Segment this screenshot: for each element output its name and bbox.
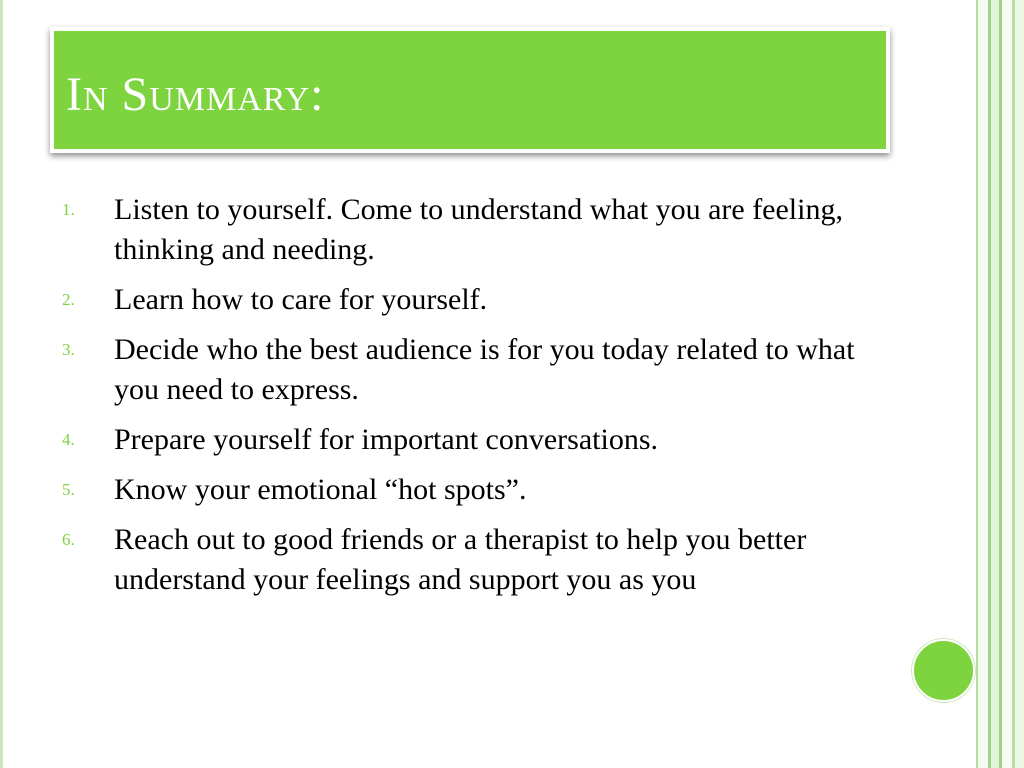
right-decorative-stripes [976,0,1024,768]
list-item [62,330,892,410]
list-item-number: 1. [62,200,75,219]
list-item-text: Listen to yourself. Come to understand what you are feeling, thinking and needing. [114,193,843,266]
list-item [62,190,892,270]
list-item [62,280,892,320]
list-item-number: 5. [62,480,75,499]
list-item-number: 3. [62,340,75,359]
list-item [62,420,892,460]
list-item-text: Decide who the best audience is for you today related to what you need to express. [114,333,855,406]
slide-title: In Summary: [66,68,325,121]
list-item-number: 4. [62,430,75,449]
summary-list [62,190,892,610]
list-item-number: 6. [62,530,75,549]
title-banner [50,27,890,153]
list-item-number: 2. [62,290,75,309]
list-item [62,520,892,600]
list-item [62,470,892,510]
list-item-text: Know your emotional “hot spots”. [114,473,527,506]
list-item-text: Prepare yourself for important conversations. [114,423,658,456]
list-item-text: Learn how to care for yourself. [114,283,488,316]
decorative-circle [912,639,975,702]
list-item-text: Reach out to good friends or a therapist to help you better understand your feelings and support you as you [114,523,807,596]
left-border-stripe [0,0,3,768]
